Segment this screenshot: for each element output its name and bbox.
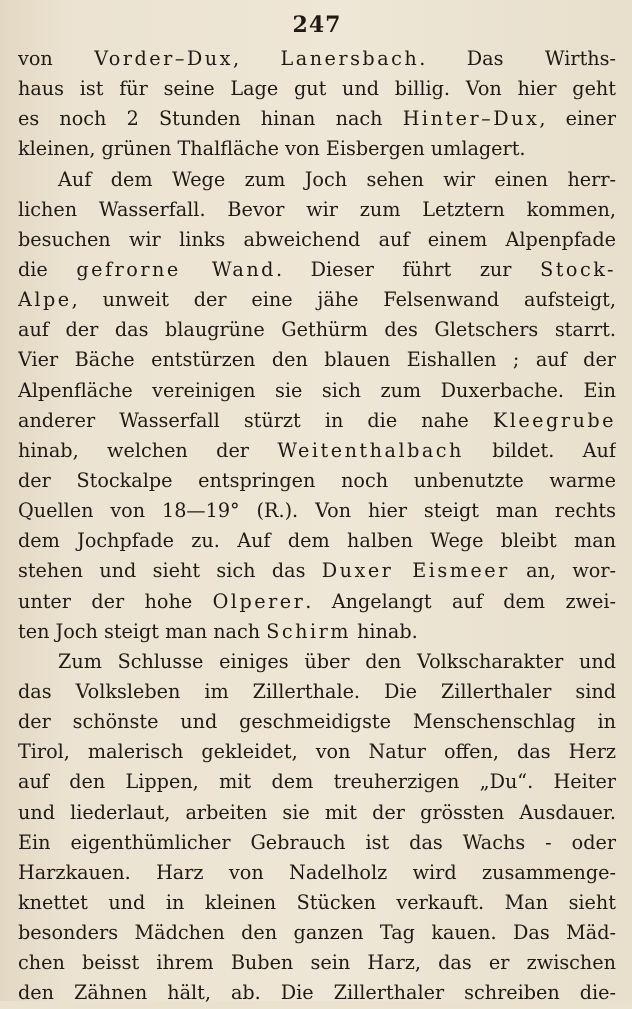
spaced-emphasis: Duxer Eismeer bbox=[321, 559, 510, 583]
text-line bbox=[18, 104, 616, 134]
text-line bbox=[18, 496, 616, 526]
spaced-emphasis: Hinter–Dux bbox=[402, 107, 540, 131]
text-line bbox=[18, 587, 616, 617]
text-line bbox=[18, 195, 616, 225]
text-line bbox=[18, 134, 616, 164]
text-run: stehen und sieht sich das bbox=[18, 559, 322, 583]
text-line bbox=[18, 707, 616, 737]
text-run: Quellen von 18—19° (R.). Von hier steigt man rechts bbox=[18, 499, 616, 523]
text-run: . Dieser führt zur bbox=[275, 257, 541, 281]
text-line bbox=[18, 74, 616, 104]
text-run: von bbox=[18, 47, 95, 70]
text-run: Alpenfläche vereinigen sie sich zum Duxerbache. Ein bbox=[18, 378, 616, 402]
spaced-emphasis: Weitenthalbach bbox=[277, 438, 464, 462]
text-line bbox=[18, 315, 616, 345]
spaced-emphasis: Vorder–Dux bbox=[94, 47, 233, 70]
text-run: der schönste und geschmeidigste Menschenschlag in bbox=[18, 710, 616, 734]
text-run: Harzkauen. Harz von Nadelholz wird zusammenge- bbox=[18, 860, 616, 884]
text-line bbox=[18, 556, 616, 586]
text-run: knettet und in kleinen Stücken verkauft. Man sieht bbox=[18, 890, 616, 914]
text-run: hinab. bbox=[350, 619, 418, 643]
text-run: besonders Mädchen den ganzen Tag kauen. Das Mäd- bbox=[18, 921, 616, 945]
spaced-emphasis: Lanersbach bbox=[280, 47, 420, 70]
text-line bbox=[18, 617, 616, 647]
text-line bbox=[18, 737, 616, 767]
page-number: 247 bbox=[292, 12, 342, 38]
text-line bbox=[18, 767, 616, 797]
spaced-emphasis: Olperer bbox=[212, 589, 306, 613]
spaced-emphasis: Alpe bbox=[18, 288, 72, 312]
text-run: . Das Wirths- bbox=[419, 47, 616, 70]
text-line bbox=[18, 828, 616, 858]
text-run: den Zähnen hält, ab. Die Zillerthaler schreiben die- bbox=[18, 981, 616, 1005]
text-line bbox=[18, 345, 616, 375]
text-line bbox=[18, 165, 616, 195]
text-line bbox=[18, 376, 616, 406]
text-run: Auf dem Wege zum Joch sehen wir einen herr- bbox=[58, 167, 616, 191]
text-run: auf den Lippen, mit dem treuherzigen „Du“. Heiter bbox=[18, 770, 616, 794]
text-run: unter der hohe bbox=[18, 589, 213, 613]
text-line bbox=[18, 948, 616, 978]
text-run: dem Jochpfade zu. Auf dem halben Wege bleibt man bbox=[18, 529, 616, 553]
text-run: , bbox=[232, 47, 281, 70]
text-line bbox=[18, 436, 616, 466]
text-run: Vier Bäche entstürzen den blauen Eishallen ; auf der bbox=[18, 348, 616, 372]
text-line bbox=[18, 978, 616, 1008]
text-run: an, wor- bbox=[509, 559, 616, 583]
text-run: bildet. Auf bbox=[463, 438, 616, 462]
text-line bbox=[18, 858, 616, 888]
text-run: hinab, welchen der bbox=[18, 438, 278, 462]
text-run: ten Joch steigt man nach bbox=[18, 619, 267, 643]
text-run: das Volksleben im Zillerthale. Die Zillerthaler sind bbox=[18, 679, 616, 703]
text-run: lichen Wasserfall. Bevor wir zum Letztern kommen, bbox=[18, 197, 616, 221]
text-line bbox=[18, 406, 616, 436]
spaced-emphasis: gefrorne Wand bbox=[76, 257, 276, 281]
text-run: Zum Schlusse einiges über den Volkscharakter und bbox=[58, 649, 616, 673]
text-line bbox=[18, 466, 616, 496]
text-line bbox=[18, 798, 616, 828]
text-run: anderer Wasserfall stürzt in die nahe bbox=[18, 408, 493, 432]
text-run: . Angelangt auf dem zwei- bbox=[305, 589, 616, 613]
text-line bbox=[18, 647, 616, 677]
text-line bbox=[18, 888, 616, 918]
text-line bbox=[18, 918, 616, 948]
text-line bbox=[18, 677, 616, 707]
body-text bbox=[18, 44, 616, 1009]
text-line bbox=[18, 255, 616, 285]
text-run: und liederlaut, arbeiten sie mit der grössten Ausdauer. bbox=[18, 800, 616, 824]
spaced-emphasis: Stock- bbox=[540, 257, 616, 281]
text-run: die bbox=[18, 257, 77, 281]
text-run: , unweit der eine jähe Felsenwand aufsteigt, bbox=[71, 288, 616, 312]
text-run: kleinen, grünen Thalfläche von Eisbergen umlagert. bbox=[18, 137, 526, 161]
text-run: es noch 2 Stunden hinan nach bbox=[18, 107, 403, 131]
spaced-emphasis: Kleegrube bbox=[492, 408, 616, 432]
text-line bbox=[18, 44, 616, 74]
text-run: besuchen wir links abweichend auf einem Alpenpfade bbox=[18, 227, 616, 251]
text-run: auf der das blaugrüne Gethürm des Gletschers starrt. bbox=[18, 318, 616, 342]
text-run: , einer bbox=[539, 107, 616, 131]
text-line bbox=[18, 285, 616, 315]
text-run: chen beisst ihrem Buben sein Harz, das er zwischen bbox=[18, 951, 616, 975]
text-run: der Stockalpe entspringen noch unbenutzte warme bbox=[18, 468, 616, 492]
text-line bbox=[18, 526, 616, 556]
spaced-emphasis: Schirm bbox=[266, 619, 351, 643]
text-run: Tirol, malerisch gekleidet, von Natur offen, das Herz bbox=[18, 740, 616, 764]
text-line bbox=[18, 225, 616, 255]
text-run: Ein eigenthümlicher Gebrauch ist das Wachs - oder bbox=[18, 830, 616, 854]
text-run: haus ist für seine Lage gut und billig. Von hier geht bbox=[18, 77, 616, 101]
